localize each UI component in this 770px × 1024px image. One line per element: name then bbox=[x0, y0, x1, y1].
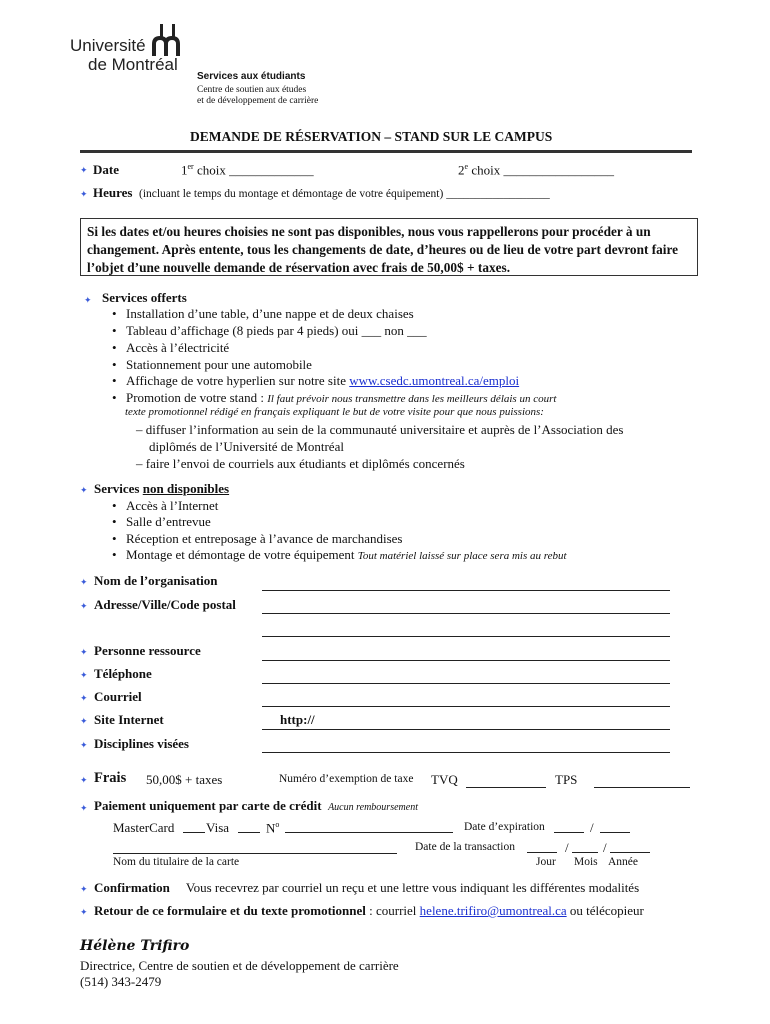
mastercard-label: MasterCard bbox=[113, 820, 175, 835]
expiration-label: Date d’expiration bbox=[464, 821, 545, 833]
bullet-icon: ✦ bbox=[80, 716, 88, 726]
list-item: • Accès à l’Internet bbox=[112, 498, 219, 513]
promo-note-1: Il faut prévoir nous transmettre dans les meilleurs délais un court bbox=[267, 393, 557, 405]
website-link[interactable]: www.csedc.umontreal.ca/emploi bbox=[349, 373, 520, 388]
second-choice-num: 2 bbox=[458, 162, 465, 178]
hours-row[interactable] bbox=[93, 185, 550, 201]
transaction-label: Date de la transaction bbox=[415, 841, 515, 853]
expiration-slash: / bbox=[590, 820, 594, 835]
item-text: Réception et entreposage à l’avance de marchandises bbox=[126, 531, 403, 546]
item-text: Affichage de votre hyperlien sur notre site bbox=[126, 373, 350, 388]
second-choice-field: choix _________________ bbox=[468, 162, 614, 178]
first-choice-sup: er bbox=[187, 162, 194, 171]
cardholder-label: Nom du titulaire de la carte bbox=[113, 856, 240, 868]
university-line2: de Montréal bbox=[88, 55, 178, 74]
email-label: Courriel bbox=[94, 689, 142, 704]
bullet-icon: ✦ bbox=[80, 803, 88, 813]
card-number-label bbox=[266, 820, 279, 836]
first-choice[interactable] bbox=[181, 162, 314, 178]
transaction-slash-1: / bbox=[565, 840, 569, 855]
university-logo-icon bbox=[152, 22, 186, 64]
item-text: Tableau d’affichage (8 pieds par 4 pieds) oui ___ non ___ bbox=[126, 323, 427, 338]
title-rule bbox=[80, 150, 692, 153]
service-subtitle-1: Centre de soutien aux études bbox=[197, 85, 307, 95]
fees-label: Frais bbox=[94, 770, 127, 786]
email-field[interactable] bbox=[262, 706, 670, 707]
year-label: Année bbox=[608, 856, 639, 868]
confirmation-row bbox=[94, 880, 639, 896]
bullet-icon: ✦ bbox=[80, 647, 88, 657]
return-row bbox=[94, 903, 644, 919]
mastercard-checkbox[interactable] bbox=[183, 832, 205, 833]
sub-item-1: – diffuser l’information au sein de la communauté universitaire et auprès de l’Association des bbox=[136, 422, 624, 437]
form-title: DEMANDE DE RÉSERVATION – STAND SUR LE CAMPUS bbox=[190, 129, 553, 144]
transaction-month-field[interactable] bbox=[572, 852, 598, 853]
disciplines-label: Disciplines visées bbox=[94, 736, 189, 751]
second-choice[interactable] bbox=[458, 162, 614, 178]
website-prefix: http:// bbox=[280, 712, 315, 727]
website-label: Site Internet bbox=[94, 712, 164, 727]
phone-field[interactable] bbox=[262, 683, 670, 684]
heading-part-a: Services bbox=[94, 481, 143, 496]
item-text: Accès à l’électricité bbox=[126, 340, 230, 355]
no-text: N bbox=[266, 820, 276, 836]
item-text: Installation d’une table, d’une nappe et de deux chaises bbox=[126, 306, 414, 321]
bullet-icon: ✦ bbox=[80, 601, 88, 611]
contact-field[interactable] bbox=[262, 660, 670, 661]
first-choice-field: choix _____________ bbox=[193, 162, 314, 178]
phone-label: Téléphone bbox=[94, 666, 152, 681]
list-item: • Salle d’entrevue bbox=[112, 514, 211, 529]
no-sup: o bbox=[275, 820, 280, 829]
return-text: : courriel bbox=[365, 903, 420, 918]
bullet-icon: ✦ bbox=[80, 189, 88, 199]
service-subtitle-2: et de développement de carrière bbox=[197, 96, 319, 106]
cardholder-field[interactable] bbox=[113, 853, 397, 854]
promo-label: Promotion de votre stand : bbox=[126, 390, 268, 405]
tvq-label: TVQ bbox=[431, 772, 458, 787]
tps-field[interactable] bbox=[594, 787, 690, 788]
return-label: Retour de ce formulaire et du texte promotionnel bbox=[94, 903, 366, 918]
transaction-day-field[interactable] bbox=[527, 852, 557, 853]
confirmation-label: Confirmation bbox=[94, 880, 170, 895]
item-text: Stationnement pour une automobile bbox=[126, 357, 312, 372]
expiration-year-field[interactable] bbox=[600, 832, 630, 833]
bullet-icon: ✦ bbox=[80, 165, 88, 175]
list-item[interactable]: • Tableau d’affichage (8 pieds par 4 pieds) oui ___ non ___ bbox=[112, 323, 427, 338]
item-text: Montage et démontage de votre équipement bbox=[126, 547, 358, 562]
university-line1: Université bbox=[70, 36, 146, 55]
payment-note: Aucun remboursement bbox=[328, 802, 418, 813]
tvq-field[interactable] bbox=[466, 787, 546, 788]
bullet-icon: ✦ bbox=[80, 740, 88, 750]
bullet-icon: ✦ bbox=[80, 907, 88, 917]
bullet-icon: ✦ bbox=[80, 884, 88, 894]
hours-label: Heures bbox=[93, 185, 133, 200]
transaction-slash-2: / bbox=[603, 840, 607, 855]
sub-item-2: – faire l’envoi de courriels aux étudiants et diplômés concernés bbox=[136, 456, 465, 471]
discard-note: Tout matériel laissé sur place sera mis au rebut bbox=[357, 550, 567, 562]
service-title: Services aux étudiants bbox=[197, 71, 306, 82]
item-text: Accès à l’Internet bbox=[126, 498, 219, 513]
day-label: Jour bbox=[536, 856, 556, 868]
bullet-icon: ✦ bbox=[80, 485, 88, 495]
list-item: • Installation d’une table, d’une nappe et de deux chaises bbox=[112, 306, 414, 321]
second-choice-sup: e bbox=[464, 162, 469, 171]
date-label: Date bbox=[93, 162, 119, 177]
notice-box: Si les dates et/ou heures choisies ne sont pas disponibles, nous vous rappellerons pour procéder à un changement. Après entente, tous les changements de date, d’heures ou de lieu de votre part devront faire l’objet d’une nouvelle demande de réservation avec frais de 50,00$ + taxes. bbox=[80, 218, 698, 276]
bullet-icon: ✦ bbox=[80, 577, 88, 587]
bullet-icon: ✦ bbox=[80, 775, 88, 785]
bullet-icon: ✦ bbox=[84, 295, 92, 305]
signature-title: Directrice, Centre de soutien et de développement de carrière bbox=[80, 958, 399, 973]
item-text: Salle d’entrevue bbox=[126, 514, 211, 529]
bullet-icon: ✦ bbox=[80, 670, 88, 680]
list-item: • Réception et entreposage à l’avance de marchandises bbox=[112, 531, 403, 546]
email-link[interactable]: helene.trifiro@umontreal.ca bbox=[419, 903, 567, 918]
promo-note-2: texte promotionnel rédigé en français expliquant le but de votre visite pour que nous puissions: bbox=[125, 406, 544, 418]
bullet-icon: ✦ bbox=[80, 693, 88, 703]
confirmation-text: Vous recevrez par courriel un reçu et une lettre vous indiquant les différentes modalités bbox=[185, 880, 640, 895]
org-field[interactable] bbox=[262, 590, 670, 591]
signature-name: Hélène Trifiro bbox=[80, 938, 190, 954]
list-item: • Accès à l’électricité bbox=[112, 340, 230, 355]
address-label: Adresse/Ville/Code postal bbox=[94, 597, 236, 612]
payment-row bbox=[94, 798, 418, 814]
list-item: • Stationnement pour une automobile bbox=[112, 357, 312, 372]
visa-label: Visa bbox=[206, 820, 230, 835]
card-number-field[interactable] bbox=[285, 832, 453, 833]
contact-label: Personne ressource bbox=[94, 643, 201, 658]
sub-item-1-cont: diplômés de l’Université de Montréal bbox=[149, 439, 344, 454]
return-tail: ou télécopieur bbox=[566, 903, 644, 918]
tps-label: TPS bbox=[555, 772, 578, 787]
disciplines-field[interactable] bbox=[262, 752, 670, 753]
signature-phone: (514) 343-2479 bbox=[80, 974, 162, 989]
first-choice-num: 1 bbox=[181, 162, 188, 178]
org-label: Nom de l’organisation bbox=[94, 573, 218, 588]
month-label: Mois bbox=[574, 856, 598, 868]
website-field[interactable] bbox=[262, 729, 670, 730]
visa-checkbox[interactable] bbox=[238, 832, 260, 833]
expiration-month-field[interactable] bbox=[554, 832, 584, 833]
payment-label: Paiement uniquement par carte de crédit bbox=[94, 798, 322, 813]
transaction-year-field[interactable] bbox=[610, 852, 650, 853]
address-field-1[interactable] bbox=[262, 613, 670, 614]
services-offered-heading: Services offerts bbox=[102, 290, 187, 305]
hours-note: (incluant le temps du montage et démontage de votre équipement) __________________ bbox=[138, 188, 550, 200]
services-unavailable-heading bbox=[94, 481, 229, 497]
list-item: • Affichage de votre hyperlien sur notre site www.csedc.umontreal.ca/emploi bbox=[112, 373, 520, 388]
heading-part-b: non disponibles bbox=[142, 481, 230, 496]
address-field-2[interactable] bbox=[262, 636, 670, 637]
list-item: • Promotion de votre stand : Il faut prévoir nous transmettre dans les meilleurs délais un court bbox=[112, 390, 557, 405]
list-item: • Montage et démontage de votre équipement Tout matériel laissé sur place sera mis au rebut bbox=[112, 547, 567, 562]
fees-amount: 50,00$ + taxes bbox=[146, 772, 223, 787]
exemption-label: Numéro d’exemption de taxe bbox=[279, 773, 414, 785]
